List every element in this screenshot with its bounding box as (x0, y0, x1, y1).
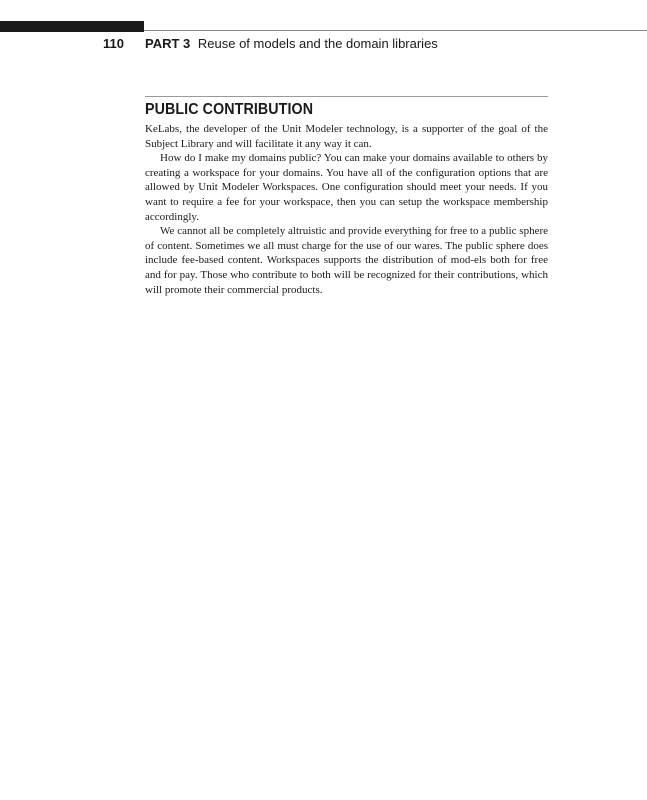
header-rule (144, 30, 647, 31)
header-black-bar (0, 21, 144, 32)
paragraph-2: How do I make my domains public? You can make your domains available to others by creating a workspace for your domains. You have all of the configuration options that are allowed by Unit Modeler Workspaces. One configuration should meet your needs. If you want to require a fee for your workspace, then you can setup the workspace membership accordingly. (145, 152, 548, 223)
section-title: PUBLIC CONTRIBUTION (145, 101, 314, 118)
page-number: 110 (103, 36, 124, 51)
running-head (103, 36, 438, 52)
section-rule (145, 96, 548, 97)
paragraph-1: KeLabs, the developer of the Unit Modeler technology, is a supporter of the goal of the Subject Library and will facilitate it any way it can. (145, 123, 548, 150)
part-title: Reuse of models and the domain libraries (197, 36, 438, 51)
paragraph-3: We cannot all be completely altruistic and provide everything for free to a public sphere of content. Sometimes we all must charge for the use of our wares. The public sphere does include fee-based content. Workspaces supports the distribution of mod-els both for free and for pay. Those who contribute to both will be recognized for their contributions, which will promote their commercial products. (145, 225, 548, 296)
section-body (145, 122, 548, 297)
part-label: PART 3 (145, 36, 191, 51)
